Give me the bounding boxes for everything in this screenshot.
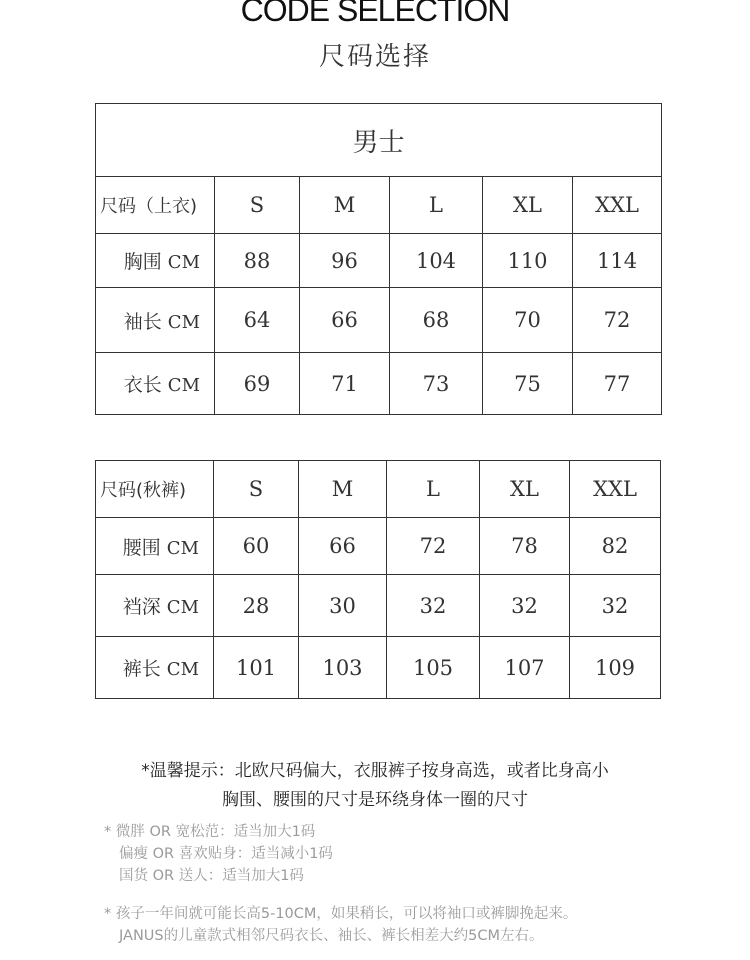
table-cell: 73: [390, 353, 483, 415]
table-cell: 32: [480, 575, 570, 637]
size-header-row: [96, 461, 661, 518]
table-cell: 77: [573, 353, 662, 415]
size-label: L: [387, 461, 480, 518]
table-cell: 75: [483, 353, 573, 415]
size-label: M: [300, 177, 390, 234]
table-row: [96, 518, 661, 575]
table-cell: 32: [387, 575, 480, 637]
table-cell: 72: [387, 518, 480, 575]
table-cell: 101: [214, 637, 299, 699]
table-cell: 104: [390, 234, 483, 288]
table-cell: 96: [300, 234, 390, 288]
table-cell: 82: [570, 518, 661, 575]
table-row: [96, 288, 662, 353]
row-label: 腰围 CM: [96, 518, 214, 575]
size-label: M: [299, 461, 387, 518]
corner-label: 尺码（上衣): [96, 177, 215, 234]
row-label: 裆深 CM: [96, 575, 214, 637]
note-line: 偏瘦 OR 喜欢贴身：适当减小1码: [119, 846, 333, 862]
table-row: [96, 234, 662, 288]
table-cell: 69: [215, 353, 300, 415]
table-cell: 70: [483, 288, 573, 353]
table-cell: 64: [215, 288, 300, 353]
table-cell: 109: [570, 637, 661, 699]
tip-line-1: *温馨提示：北欧尺码偏大，衣服裤子按身高选，或者比身高小: [141, 761, 609, 781]
table-row: [96, 637, 661, 699]
table-cell: 68: [390, 288, 483, 353]
table-row: [96, 575, 661, 637]
size-label: XXL: [573, 177, 662, 234]
size-label: XXL: [570, 461, 661, 518]
size-label: L: [390, 177, 483, 234]
table-cell: 110: [483, 234, 573, 288]
size-header-row: [96, 177, 662, 234]
table-cell: 32: [570, 575, 661, 637]
fit-notes: [104, 821, 333, 887]
note-line: * 孩子一年间就可能长高5-10CM，如果稍长，可以将袖口或裤脚挽起来。: [104, 906, 578, 922]
table-cell: 71: [300, 353, 390, 415]
table-cell: 88: [215, 234, 300, 288]
table-cell: 107: [480, 637, 570, 699]
section-title-men: 男士: [96, 104, 662, 177]
corner-label: 尺码(秋裤): [96, 461, 214, 518]
table-cell: 105: [387, 637, 480, 699]
row-label: 裤长 CM: [96, 637, 214, 699]
children-notes: [104, 903, 577, 947]
size-label: S: [214, 461, 299, 518]
table-cell: 78: [480, 518, 570, 575]
row-label: 胸围 CM: [96, 234, 215, 288]
row-label: 袖长 CM: [96, 288, 215, 353]
table-cell: 66: [299, 518, 387, 575]
tip-line-2: 胸围、腰围的尺寸是环绕身体一圈的尺寸: [222, 790, 528, 810]
title-english: CODE SELECTION: [240, 0, 510, 28]
table-cell: 72: [573, 288, 662, 353]
table-cell: 66: [300, 288, 390, 353]
note-line: * 微胖 OR 宽松范：适当加大1码: [104, 824, 316, 840]
size-label: XL: [483, 177, 573, 234]
table-cell: 103: [299, 637, 387, 699]
size-label: XL: [480, 461, 570, 518]
row-label: 衣长 CM: [96, 353, 215, 415]
table-cell: 114: [573, 234, 662, 288]
bottom-size-table: [95, 460, 661, 699]
size-label: S: [215, 177, 300, 234]
note-line: 国货 OR 送人：适当加大1码: [119, 868, 304, 884]
title-chinese: 尺码选择: [318, 42, 431, 72]
table-cell: 30: [299, 575, 387, 637]
table-cell: 28: [214, 575, 299, 637]
table-cell: 60: [214, 518, 299, 575]
top-size-table: [95, 103, 662, 415]
note-line: JANUS的儿童款式相邻尺码衣长、袖长、裤长相差大约5CM左右。: [119, 928, 544, 944]
table-row: [96, 353, 662, 415]
